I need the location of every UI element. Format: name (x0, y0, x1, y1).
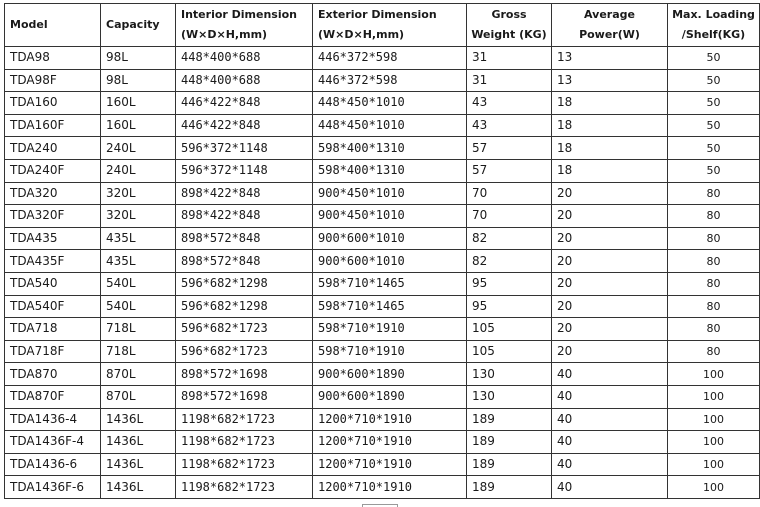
table-row (5, 92, 760, 115)
cell-capacity: 240L (101, 137, 176, 160)
cell-model: TDA435F (5, 250, 101, 273)
cell-load: 100 (668, 408, 760, 431)
cell-interior: 898*422*848 (176, 205, 313, 228)
cell-capacity: 1436L (101, 431, 176, 454)
cell-load: 50 (668, 159, 760, 182)
cell-weight: 57 (467, 159, 552, 182)
cell-interior: 596*372*1148 (176, 159, 313, 182)
cell-interior: 1198*682*1723 (176, 476, 313, 499)
cell-power: 18 (552, 114, 668, 137)
cell-interior: 898*572*848 (176, 250, 313, 273)
table-row (5, 340, 760, 363)
cell-power: 40 (552, 363, 668, 386)
cell-exterior: 598*400*1310 (313, 137, 467, 160)
cell-model: TDA98 (5, 47, 101, 70)
table-row (5, 182, 760, 205)
cell-model: TDA240F (5, 159, 101, 182)
table-row (5, 250, 760, 273)
cell-capacity: 1436L (101, 476, 176, 499)
cell-load: 80 (668, 205, 760, 228)
cell-load: 50 (668, 47, 760, 70)
table-row (5, 431, 760, 454)
header-interior: Interior Dimension (W×D×H,mm) (176, 4, 313, 47)
cell-model: TDA870 (5, 363, 101, 386)
cell-load: 80 (668, 340, 760, 363)
cell-model: TDA98F (5, 69, 101, 92)
cell-interior: 898*422*848 (176, 182, 313, 205)
cell-exterior: 598*710*1910 (313, 340, 467, 363)
cell-weight: 130 (467, 363, 552, 386)
cell-weight: 43 (467, 92, 552, 115)
cell-capacity: 160L (101, 114, 176, 137)
cell-capacity: 160L (101, 92, 176, 115)
cell-exterior: 598*710*1465 (313, 295, 467, 318)
table-row (5, 363, 760, 386)
cell-model: TDA240 (5, 137, 101, 160)
cell-interior: 448*400*688 (176, 69, 313, 92)
cell-model: TDA1436-4 (5, 408, 101, 431)
cell-exterior: 1200*710*1910 (313, 408, 467, 431)
table-row (5, 385, 760, 408)
cell-interior: 1198*682*1723 (176, 431, 313, 454)
cell-load: 100 (668, 476, 760, 499)
cell-capacity: 320L (101, 182, 176, 205)
cell-weight: 95 (467, 295, 552, 318)
cell-load: 50 (668, 114, 760, 137)
table-row (5, 137, 760, 160)
cell-weight: 189 (467, 408, 552, 431)
header-load: Max. Loading /Shelf(KG) (668, 4, 760, 47)
cell-load: 100 (668, 431, 760, 454)
cell-interior: 1198*682*1723 (176, 408, 313, 431)
table-row (5, 476, 760, 499)
cell-capacity: 718L (101, 340, 176, 363)
table-row (5, 47, 760, 70)
cell-interior: 596*682*1298 (176, 295, 313, 318)
cell-capacity: 1436L (101, 408, 176, 431)
cell-exterior: 1200*710*1910 (313, 431, 467, 454)
cell-load: 80 (668, 182, 760, 205)
cell-interior: 596*372*1148 (176, 137, 313, 160)
cell-capacity: 435L (101, 250, 176, 273)
cell-model: TDA870F (5, 385, 101, 408)
cell-model: TDA320F (5, 205, 101, 228)
cell-capacity: 718L (101, 318, 176, 341)
cell-model: TDA718F (5, 340, 101, 363)
cell-load: 100 (668, 453, 760, 476)
cell-power: 20 (552, 250, 668, 273)
cell-interior: 898*572*1698 (176, 363, 313, 386)
cell-load: 80 (668, 227, 760, 250)
cell-power: 20 (552, 318, 668, 341)
cell-power: 40 (552, 431, 668, 454)
cell-power: 18 (552, 159, 668, 182)
cell-weight: 189 (467, 476, 552, 499)
cell-load: 50 (668, 69, 760, 92)
cell-weight: 189 (467, 453, 552, 476)
cell-capacity: 435L (101, 227, 176, 250)
cell-power: 13 (552, 69, 668, 92)
cell-load: 80 (668, 318, 760, 341)
cell-weight: 31 (467, 47, 552, 70)
cell-power: 20 (552, 182, 668, 205)
table-row (5, 453, 760, 476)
cell-weight: 105 (467, 340, 552, 363)
cell-exterior: 1200*710*1910 (313, 453, 467, 476)
cell-exterior: 598*710*1465 (313, 272, 467, 295)
cell-interior: 596*682*1723 (176, 318, 313, 341)
cell-capacity: 870L (101, 385, 176, 408)
cell-capacity: 540L (101, 272, 176, 295)
table-row (5, 318, 760, 341)
cell-load: 100 (668, 363, 760, 386)
cell-power: 18 (552, 92, 668, 115)
cell-capacity: 870L (101, 363, 176, 386)
cell-interior: 446*422*848 (176, 114, 313, 137)
cell-exterior: 900*450*1010 (313, 182, 467, 205)
cell-capacity: 320L (101, 205, 176, 228)
header-row (5, 4, 760, 47)
cell-interior: 898*572*848 (176, 227, 313, 250)
cell-model: TDA540F (5, 295, 101, 318)
header-capacity: Capacity (101, 4, 176, 47)
cell-power: 20 (552, 272, 668, 295)
cell-interior: 448*400*688 (176, 47, 313, 70)
cell-model: TDA540 (5, 272, 101, 295)
cell-weight: 105 (467, 318, 552, 341)
cell-exterior: 446*372*598 (313, 47, 467, 70)
header-power: Average Power(W) (552, 4, 668, 47)
cell-exterior: 900*600*1890 (313, 385, 467, 408)
cell-weight: 31 (467, 69, 552, 92)
table-row (5, 159, 760, 182)
table-row (5, 295, 760, 318)
cell-load: 80 (668, 295, 760, 318)
table-row (5, 408, 760, 431)
cell-load: 50 (668, 92, 760, 115)
cell-interior: 898*572*1698 (176, 385, 313, 408)
cell-weight: 82 (467, 250, 552, 273)
cell-exterior: 900*450*1010 (313, 205, 467, 228)
cell-power: 20 (552, 205, 668, 228)
header-exterior: Exterior Dimension (W×D×H,mm) (313, 4, 467, 47)
cell-exterior: 900*600*1010 (313, 227, 467, 250)
cell-load: 80 (668, 250, 760, 273)
cell-power: 13 (552, 47, 668, 70)
cell-interior: 596*682*1298 (176, 272, 313, 295)
cell-load: 100 (668, 385, 760, 408)
cell-interior: 596*682*1723 (176, 340, 313, 363)
cell-model: TDA160 (5, 92, 101, 115)
cell-interior: 1198*682*1723 (176, 453, 313, 476)
cell-model: TDA160F (5, 114, 101, 137)
spec-table (4, 3, 760, 499)
cell-capacity: 540L (101, 295, 176, 318)
cell-exterior: 448*450*1010 (313, 92, 467, 115)
cell-model: TDA1436F-4 (5, 431, 101, 454)
cell-weight: 189 (467, 431, 552, 454)
cell-exterior: 900*600*1010 (313, 250, 467, 273)
table-row (5, 114, 760, 137)
table-row (5, 272, 760, 295)
table-row (5, 227, 760, 250)
cell-model: TDA1436-6 (5, 453, 101, 476)
cell-power: 40 (552, 408, 668, 431)
cell-load: 50 (668, 137, 760, 160)
cell-weight: 130 (467, 385, 552, 408)
cell-model: TDA1436F-6 (5, 476, 101, 499)
cell-weight: 70 (467, 205, 552, 228)
cell-capacity: 240L (101, 159, 176, 182)
cell-exterior: 598*400*1310 (313, 159, 467, 182)
cell-power: 18 (552, 137, 668, 160)
cell-exterior: 446*372*598 (313, 69, 467, 92)
cell-exterior: 598*710*1910 (313, 318, 467, 341)
cell-capacity: 98L (101, 47, 176, 70)
cell-capacity: 98L (101, 69, 176, 92)
cell-model: TDA320 (5, 182, 101, 205)
cell-model: TDA718 (5, 318, 101, 341)
cell-exterior: 448*450*1010 (313, 114, 467, 137)
cell-power: 20 (552, 340, 668, 363)
cell-weight: 43 (467, 114, 552, 137)
cell-weight: 70 (467, 182, 552, 205)
table-row (5, 69, 760, 92)
cell-weight: 57 (467, 137, 552, 160)
table-row (5, 205, 760, 228)
cell-weight: 82 (467, 227, 552, 250)
cell-model: TDA435 (5, 227, 101, 250)
cell-power: 20 (552, 227, 668, 250)
cell-power: 40 (552, 453, 668, 476)
cell-power: 20 (552, 295, 668, 318)
header-weight: Gross Weight (KG) (467, 4, 552, 47)
cell-power: 40 (552, 385, 668, 408)
cell-load: 80 (668, 272, 760, 295)
cell-power: 40 (552, 476, 668, 499)
cell-capacity: 1436L (101, 453, 176, 476)
cell-exterior: 900*600*1890 (313, 363, 467, 386)
cell-weight: 95 (467, 272, 552, 295)
cell-interior: 446*422*848 (176, 92, 313, 115)
cell-exterior: 1200*710*1910 (313, 476, 467, 499)
header-model: Model (5, 4, 101, 47)
